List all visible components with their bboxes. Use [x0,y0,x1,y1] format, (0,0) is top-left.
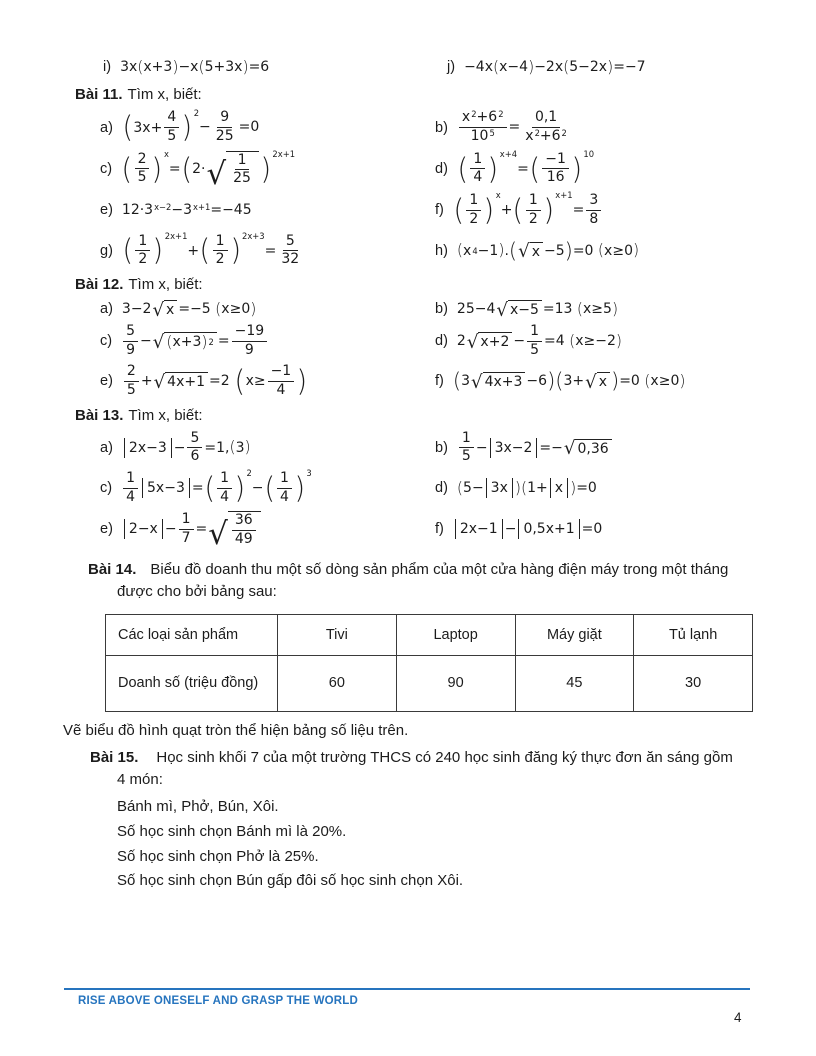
exercise-item-11f [435,190,760,230]
exercise-item-13b [435,428,760,468]
math-expression: ( $\frac{2}{5}$ ) $^x$= ( 2· √ $\frac{1}{25}$ ) $^{2x+1}$ [121,149,296,193]
math-expression: $\frac{1}{4}$ 5x−3 = ( $\frac{1}{4}$ ) $^2$− ( $\frac{1}{4}$ ) $^3$ [121,471,312,505]
bai14-paragraph [88,559,736,604]
math-expression: 2x−3 − $\frac{5}{6}$ =1, ( 3 ) [122,431,251,465]
bai15-line: Số học sinh chọn Bánh mì là 20%. [117,822,347,840]
math-expression: 2x−1 − 0,5x+1 =0 [453,519,602,539]
exercise-item-13e [100,508,435,553]
item-label: i) [103,59,112,76]
math-expression: ( $\frac{1}{4}$ ) $^{x+4}$= ( $\frac{-1}{16}$ ) $^{10}$ [457,149,595,186]
table-header-cell: Các loại sản phẩm [106,614,278,655]
exercise-item-j [447,56,760,78]
exercise-item-13d [435,475,760,501]
exercise-12-header [75,276,760,293]
table-header-row [106,614,753,655]
bai14-note: Vẽ biểu đồ hình quạt tròn thể hiện bảng số liệu trên. [63,721,409,739]
exercise-11-header [75,86,760,103]
item-label: d) [435,160,448,177]
exercise-prompt: Tìm x, biết: [127,86,202,104]
exercise-title: Bài 15. [90,748,139,766]
exercise-title: Bài 12. [75,275,124,293]
exercise-13-items [75,428,760,551]
exercise-item-12e [100,361,435,401]
item-label: f) [435,373,444,390]
exercise-item-11h [435,237,760,265]
exercise-item-11d [435,149,760,189]
math-expression: ( x 4 −1 ) . ( √ x −5 ) =0 ( x≥0 ) [456,238,640,263]
page-number: 4 [734,1010,742,1025]
exercise-title: Bài 13. [75,406,124,424]
bai15-line: Bánh mì, Phở, Bún, Xôi. [117,797,279,815]
item-label: b) [435,300,448,317]
item-label: e) [100,202,113,219]
footer-motto: RISE ABOVE ONESELF AND GRASP THE WORLD [78,995,359,1007]
exercise-item-13c [100,468,435,508]
exercise-item-12c [100,321,435,361]
math-expression: ( 5− 3x ) ( 1+ x ) =0 [456,477,597,497]
exercise-title: Bài 11. [75,86,123,104]
exercise-item-i [103,56,447,78]
footer-divider [64,988,750,990]
math-expression: ( $\frac{1}{2}$ ) $^x$+ ( $\frac{1}{2}$ ) $^{x+1}$= $\frac{3}{8}$ [453,193,603,227]
exercise-item-13f [435,516,760,542]
item-label: d) [435,480,448,497]
item-label: c) [100,160,113,177]
bai15-paragraph [90,747,738,792]
math-expression: $12\cdot 3^{x-2}-3^{x+1}=-45$ [121,201,252,219]
math-expression: 2−x − $\frac{1}{7}$ = √ $\frac{36}{49}$ [122,511,262,547]
math-expression: ( $\frac{1}{2}$ ) $^{2x+1}$+ ( $\frac{1}{2}$ ) $^{2x+3}$= $\frac{5}{32}$ [122,230,300,268]
table-header-cell: Tivi [278,614,397,655]
math-expression: −4x ( x−4 ) −2x ( 5−2x ) =−7 [464,57,646,76]
table-header-cell: Laptop [396,614,515,655]
math-expression: $\frac{x^2+6^2}{10^5}$ = $\frac{0,1}{x^2+6^2}$ [457,110,572,144]
item-label: a) [100,119,113,136]
table-header-cell: Tủ lạnh [634,614,753,655]
table-value-cell: 60 [278,655,397,711]
item-label: a) [100,300,113,317]
item-label: a) [100,439,113,456]
item-label: d) [435,333,448,350]
exercise-item-12b [435,297,760,321]
math-expression: 25−4 √ x−5 =13 ( x≥5 ) [456,298,619,321]
exercise-prompt: Tìm x, biết: [128,406,203,424]
item-label: e) [100,373,113,390]
item-label: c) [100,480,113,497]
table-value-cell: 45 [515,655,634,711]
exercise-item-12d [435,321,760,361]
math-expression: ( 3 √ 4x+3 −6 ) ( 3+ √ x ) =0 ( x≥0 ) [452,369,686,394]
item-label: f) [435,521,444,538]
exercise-item-12a [100,297,435,321]
item-label: h) [435,242,448,259]
math-expression: $\frac{2}{5}$ + √ 4x+1 =2 ( x≥ $\frac{-1}{4}$ ) [122,364,308,398]
math-expression: ( 3x+ $\frac{4}{5}$ ) $^2$− $\frac{9}{25}$ =0 [122,107,260,145]
bai14-text: Biểu đồ doanh thu một số dòng sản phẩm của một cửa hàng điện máy trong một tháng được cho bởi bảng sau: [117,560,729,601]
table-data-row [106,655,753,711]
item-label: f) [435,202,444,219]
table-header-cell: Máy giặt [515,614,634,655]
exercise-item-11a [100,107,435,147]
item-label: j) [447,59,456,76]
math-expression: 3x ( x+3 ) −x ( 5+3x ) =6 [120,57,270,76]
exercise-item-11b [435,107,760,147]
bai15-lines [117,795,760,895]
exercise-13-header [75,407,760,424]
exercise-item-11e [100,199,435,221]
bai14-table [105,614,753,712]
item-label: b) [435,119,448,136]
math-expression: $\frac{1}{5}$ − 3x−2 =− √ 0,36 [457,431,613,465]
exercise-title: Bài 14. [88,560,137,578]
intro-items-row [75,56,760,78]
table-value-cell: 90 [396,655,515,711]
item-label: g) [100,242,113,259]
math-expression: 3−2 √ x =−5 ( x≥0 ) [121,298,257,321]
math-expression: $\frac{5}{9}$ − √ ( x+3 ) 2 = $\frac{-19}{9}$ [121,324,269,358]
item-label: e) [100,521,113,538]
math-expression: 2 √ x+2 − $\frac{1}{5}$ =4 ( x≥−2 ) [456,322,623,358]
exercise-item-11c [100,148,435,193]
exercise-item-13a [100,428,435,468]
item-label: b) [435,439,448,456]
exercise-item-11g [100,231,435,271]
exercise-prompt: Tìm x, biết: [128,275,203,293]
bai15-line: Số học sinh chọn Bún gấp đôi số học sinh chọn Xôi. [117,872,464,890]
table-row-label: Doanh số (triệu đồng) [106,655,278,711]
exercise-item-12f [435,367,760,395]
item-label: c) [100,333,113,350]
table-value-cell: 30 [634,655,753,711]
bai15-text: Học sinh khối 7 của một trường THCS có 240 học sinh đăng ký thực đơn ăn sáng gồm 4 món: [117,748,733,789]
exercise-11-items [75,107,760,270]
exercise-12-items [75,297,760,402]
bai15-line: Số học sinh chọn Phở là 25%. [117,847,319,865]
